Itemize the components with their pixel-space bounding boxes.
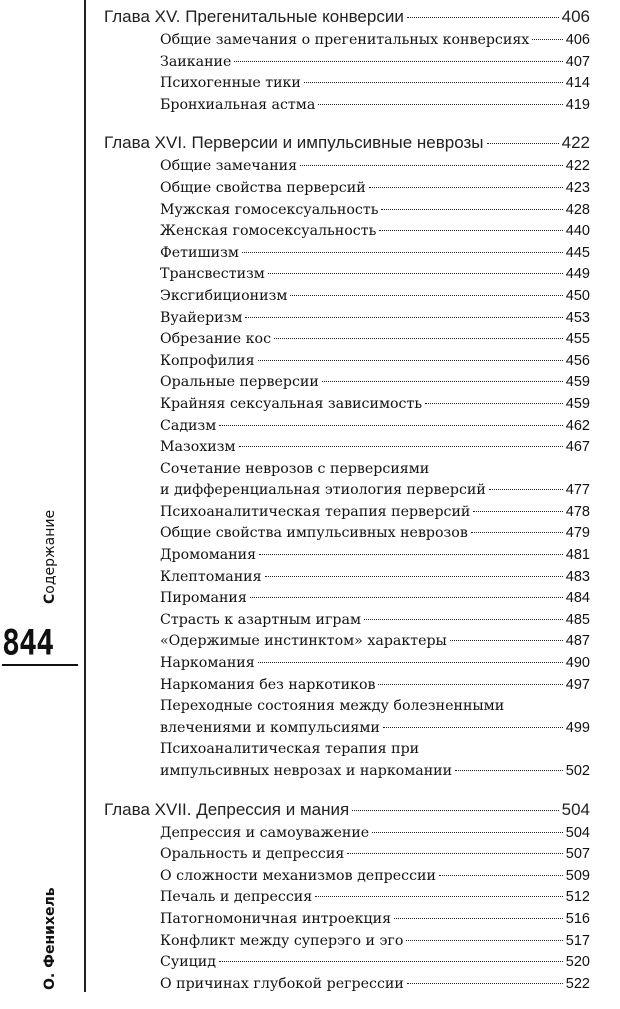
entry-title: «Одержимые инстинктом» характеры (160, 633, 447, 650)
entry-page: 462 (565, 417, 590, 434)
entry-title: Крайняя сексуальная зависимость (160, 395, 423, 412)
toc-entry[interactable] (104, 909, 590, 931)
leader-dots (258, 662, 563, 663)
chapter-block (104, 797, 590, 996)
entry-title: Наркомания без наркотиков (160, 676, 376, 693)
page-number-rule (2, 664, 78, 666)
leader-dots (274, 338, 563, 339)
entry-title: Пиромания (160, 590, 247, 607)
entry-title-line: Сочетание неврозов с перверсиями (160, 460, 430, 477)
toc-entry[interactable] (104, 200, 590, 222)
entry-title: Оральные перверсии (160, 374, 319, 391)
entry-title: Заикание (160, 53, 232, 70)
entry-page: 479 (565, 525, 590, 542)
leader-dots (407, 17, 559, 18)
entry-title: импульсивных неврозах и наркомании (160, 763, 453, 779)
running-author: О. Фенихель (42, 887, 58, 990)
entry-page: 459 (565, 395, 590, 412)
leader-dots (489, 489, 563, 490)
entry-page: 422 (565, 158, 590, 175)
toc-entry[interactable] (104, 73, 590, 95)
entry-page: 450 (565, 287, 590, 304)
leader-dots (372, 832, 563, 833)
leader-dots (406, 940, 562, 941)
entry-title: Психогенные тики (160, 75, 301, 92)
leader-dots (300, 165, 563, 166)
entry-page: 522 (565, 975, 590, 992)
entry-page: 419 (565, 96, 590, 113)
entry-page: 449 (565, 266, 590, 283)
toc-entry[interactable] (104, 95, 590, 117)
leader-dots (532, 39, 563, 40)
leader-dots (304, 82, 563, 83)
toc-entry[interactable] (104, 264, 590, 286)
page-number: 844 (2, 623, 54, 664)
entry-page: 484 (565, 590, 590, 607)
leader-dots (381, 209, 562, 210)
leader-dots (455, 770, 563, 771)
leader-dots (318, 104, 563, 105)
leader-dots (268, 273, 563, 274)
toc-entry[interactable] (104, 718, 590, 740)
entry-title: Мужская гомосексуальность (160, 201, 379, 218)
toc-entry[interactable] (104, 974, 590, 996)
entry-title: Женская гомосексуальность (160, 223, 377, 240)
leader-dots (439, 875, 563, 876)
toc-entry[interactable] (104, 52, 590, 74)
entry-page: 502 (565, 763, 590, 779)
table-of-contents (104, 4, 590, 1009)
chapter-block (104, 130, 590, 782)
toc-entry[interactable] (104, 887, 590, 909)
toc-entry[interactable] (104, 931, 590, 953)
chapter-title: Глава XV. Прегенитальные конверсии (104, 7, 404, 26)
entry-title-line: Переходные состояния между болезненными (160, 698, 505, 715)
leader-dots (364, 619, 563, 620)
entry-page: 483 (565, 568, 590, 585)
entry-title: Суицид (160, 954, 216, 971)
chapter-page: 422 (561, 133, 590, 153)
entry-page: 507 (565, 846, 590, 863)
leader-dots (234, 61, 562, 62)
toc-entry[interactable] (104, 653, 590, 675)
toc-entry[interactable] (104, 351, 590, 373)
entry-page: 455 (565, 331, 590, 348)
entry-page: 509 (565, 867, 590, 884)
leader-dots (394, 918, 563, 919)
entry-title: Дромомания (160, 547, 257, 564)
entry-page: 467 (565, 439, 590, 456)
entry-title: Наркомания (160, 655, 255, 672)
chapter-page: 406 (561, 7, 590, 26)
leader-dots (265, 576, 563, 577)
entry-title: и дифференциальная этиология перверсий (160, 482, 486, 499)
leader-dots (378, 684, 562, 685)
leader-dots (347, 853, 563, 854)
entry-title: влечениями и компульсиями (160, 719, 380, 736)
entry-page: 459 (565, 374, 590, 391)
toc-entry[interactable] (104, 308, 590, 330)
chapter-heading[interactable] (104, 130, 590, 156)
entry-title: Патогномоничная интроекция (160, 910, 392, 927)
entry-page: 407 (565, 53, 590, 70)
entry-page: 428 (565, 201, 590, 218)
entry-page: 423 (565, 179, 590, 196)
leader-dots (219, 961, 563, 962)
entry-title: Бронхиальная астма (160, 96, 316, 113)
entry-title: Клептомания (160, 568, 262, 585)
entry-page: 487 (565, 633, 590, 650)
leader-dots (369, 187, 563, 188)
running-section-title: Содержание (42, 509, 58, 604)
toc-entry[interactable] (104, 329, 590, 351)
entry-page: 456 (565, 352, 590, 369)
toc-entry[interactable] (104, 844, 590, 866)
entry-page: 504 (565, 824, 590, 841)
toc-entry[interactable] (104, 675, 590, 697)
entry-title: Мазохизм (160, 439, 236, 456)
leader-dots (245, 317, 562, 318)
leader-dots (219, 425, 563, 426)
margin-rule (84, 0, 86, 992)
toc-entry[interactable] (104, 437, 590, 459)
toc-entry[interactable] (104, 523, 590, 545)
leader-dots (487, 143, 559, 144)
leader-dots (322, 381, 563, 382)
entry-page: 516 (565, 910, 590, 927)
entry-title: О сложности механизмов депрессии (160, 867, 436, 884)
toc-entry[interactable] (104, 610, 590, 632)
entry-page: 478 (565, 503, 590, 520)
entry-title: Копрофилия (160, 352, 255, 369)
toc-entry[interactable] (104, 394, 590, 416)
entry-title: Общие свойства импульсивных неврозов (160, 525, 468, 542)
leader-dots (473, 511, 562, 512)
chapter-heading[interactable] (104, 4, 590, 30)
entry-page: 453 (565, 309, 590, 326)
entry-page: 512 (565, 889, 590, 906)
entry-title: Обрезание кос (160, 331, 272, 348)
toc-entry[interactable] (104, 30, 590, 52)
entry-page: 477 (565, 482, 590, 499)
toc-entry[interactable] (104, 221, 590, 243)
leader-dots (242, 252, 563, 253)
entry-title: Страсть к азартным играм (160, 611, 361, 628)
toc-entry[interactable] (104, 480, 590, 502)
entry-page: 490 (565, 655, 590, 672)
chapter-heading[interactable] (104, 797, 590, 823)
chapter-page: 504 (561, 799, 590, 819)
entry-title: Садизм (160, 417, 217, 434)
leader-dots (407, 983, 563, 984)
leader-dots (315, 896, 563, 897)
entry-page: 497 (565, 676, 590, 693)
toc-entry[interactable] (104, 567, 590, 589)
chapter-title: Глава XVII. Депрессия и мания (104, 799, 350, 819)
entry-title: Депрессия и самоуважение (160, 824, 370, 841)
entry-title: Эксгибиционизм (160, 287, 288, 304)
chapter-title: Глава XVI. Перверсии и импульсивные неврозы (104, 133, 484, 153)
toc-entry[interactable] (104, 631, 590, 653)
leader-dots (379, 230, 563, 231)
chapter-block (104, 4, 590, 116)
entry-page: 406 (565, 32, 590, 48)
entry-title: Конфликт между суперэго и эго (160, 932, 404, 949)
entry-page: 481 (565, 547, 590, 564)
entry-title: О причинах глубокой регрессии (160, 975, 404, 992)
leader-dots (250, 597, 563, 598)
entry-title-line: Психоаналитическая терапия при (160, 741, 420, 758)
toc-entry[interactable] (104, 545, 590, 567)
toc-entry[interactable] (104, 952, 590, 974)
toc-entry[interactable] (104, 866, 590, 888)
entry-title: Печаль и депрессия (160, 889, 313, 906)
leader-dots (258, 360, 563, 361)
entry-page: 517 (565, 932, 590, 949)
leader-dots (259, 554, 563, 555)
leader-dots (239, 446, 563, 447)
toc-entry[interactable] (104, 243, 590, 265)
leader-dots (450, 640, 563, 641)
entry-title: Психоаналитическая терапия перверсий (160, 503, 471, 520)
leader-dots (425, 403, 563, 404)
toc-entry[interactable] (104, 502, 590, 524)
entry-page: 485 (565, 611, 590, 628)
toc-entry[interactable] (104, 372, 590, 394)
entry-page: 499 (565, 719, 590, 736)
entry-title: Вуайеризм (160, 309, 243, 326)
entry-title: Трансвестизм (160, 266, 265, 283)
entry-title: Общие свойства перверсий (160, 179, 366, 196)
toc-entry[interactable] (104, 178, 590, 200)
entry-page: 440 (565, 223, 590, 240)
toc-entry[interactable] (104, 761, 590, 783)
leader-dots (471, 532, 563, 533)
leader-dots (352, 810, 558, 811)
leader-dots (290, 295, 562, 296)
toc-entry[interactable] (104, 286, 590, 308)
toc-entry[interactable] (104, 588, 590, 610)
toc-entry[interactable] (104, 416, 590, 438)
entry-title: Общие замечания о прегенитальных конверсиях (160, 32, 530, 48)
entry-title: Общие замечания (160, 158, 298, 175)
entry-page: 414 (565, 75, 590, 92)
entry-title: Фетишизм (160, 244, 239, 261)
entry-page: 445 (565, 244, 590, 261)
toc-entry[interactable] (104, 823, 590, 845)
toc-entry[interactable] (104, 156, 590, 178)
entry-page: 520 (565, 954, 590, 971)
entry-title: Оральность и депрессия (160, 846, 345, 863)
leader-dots (383, 727, 563, 728)
